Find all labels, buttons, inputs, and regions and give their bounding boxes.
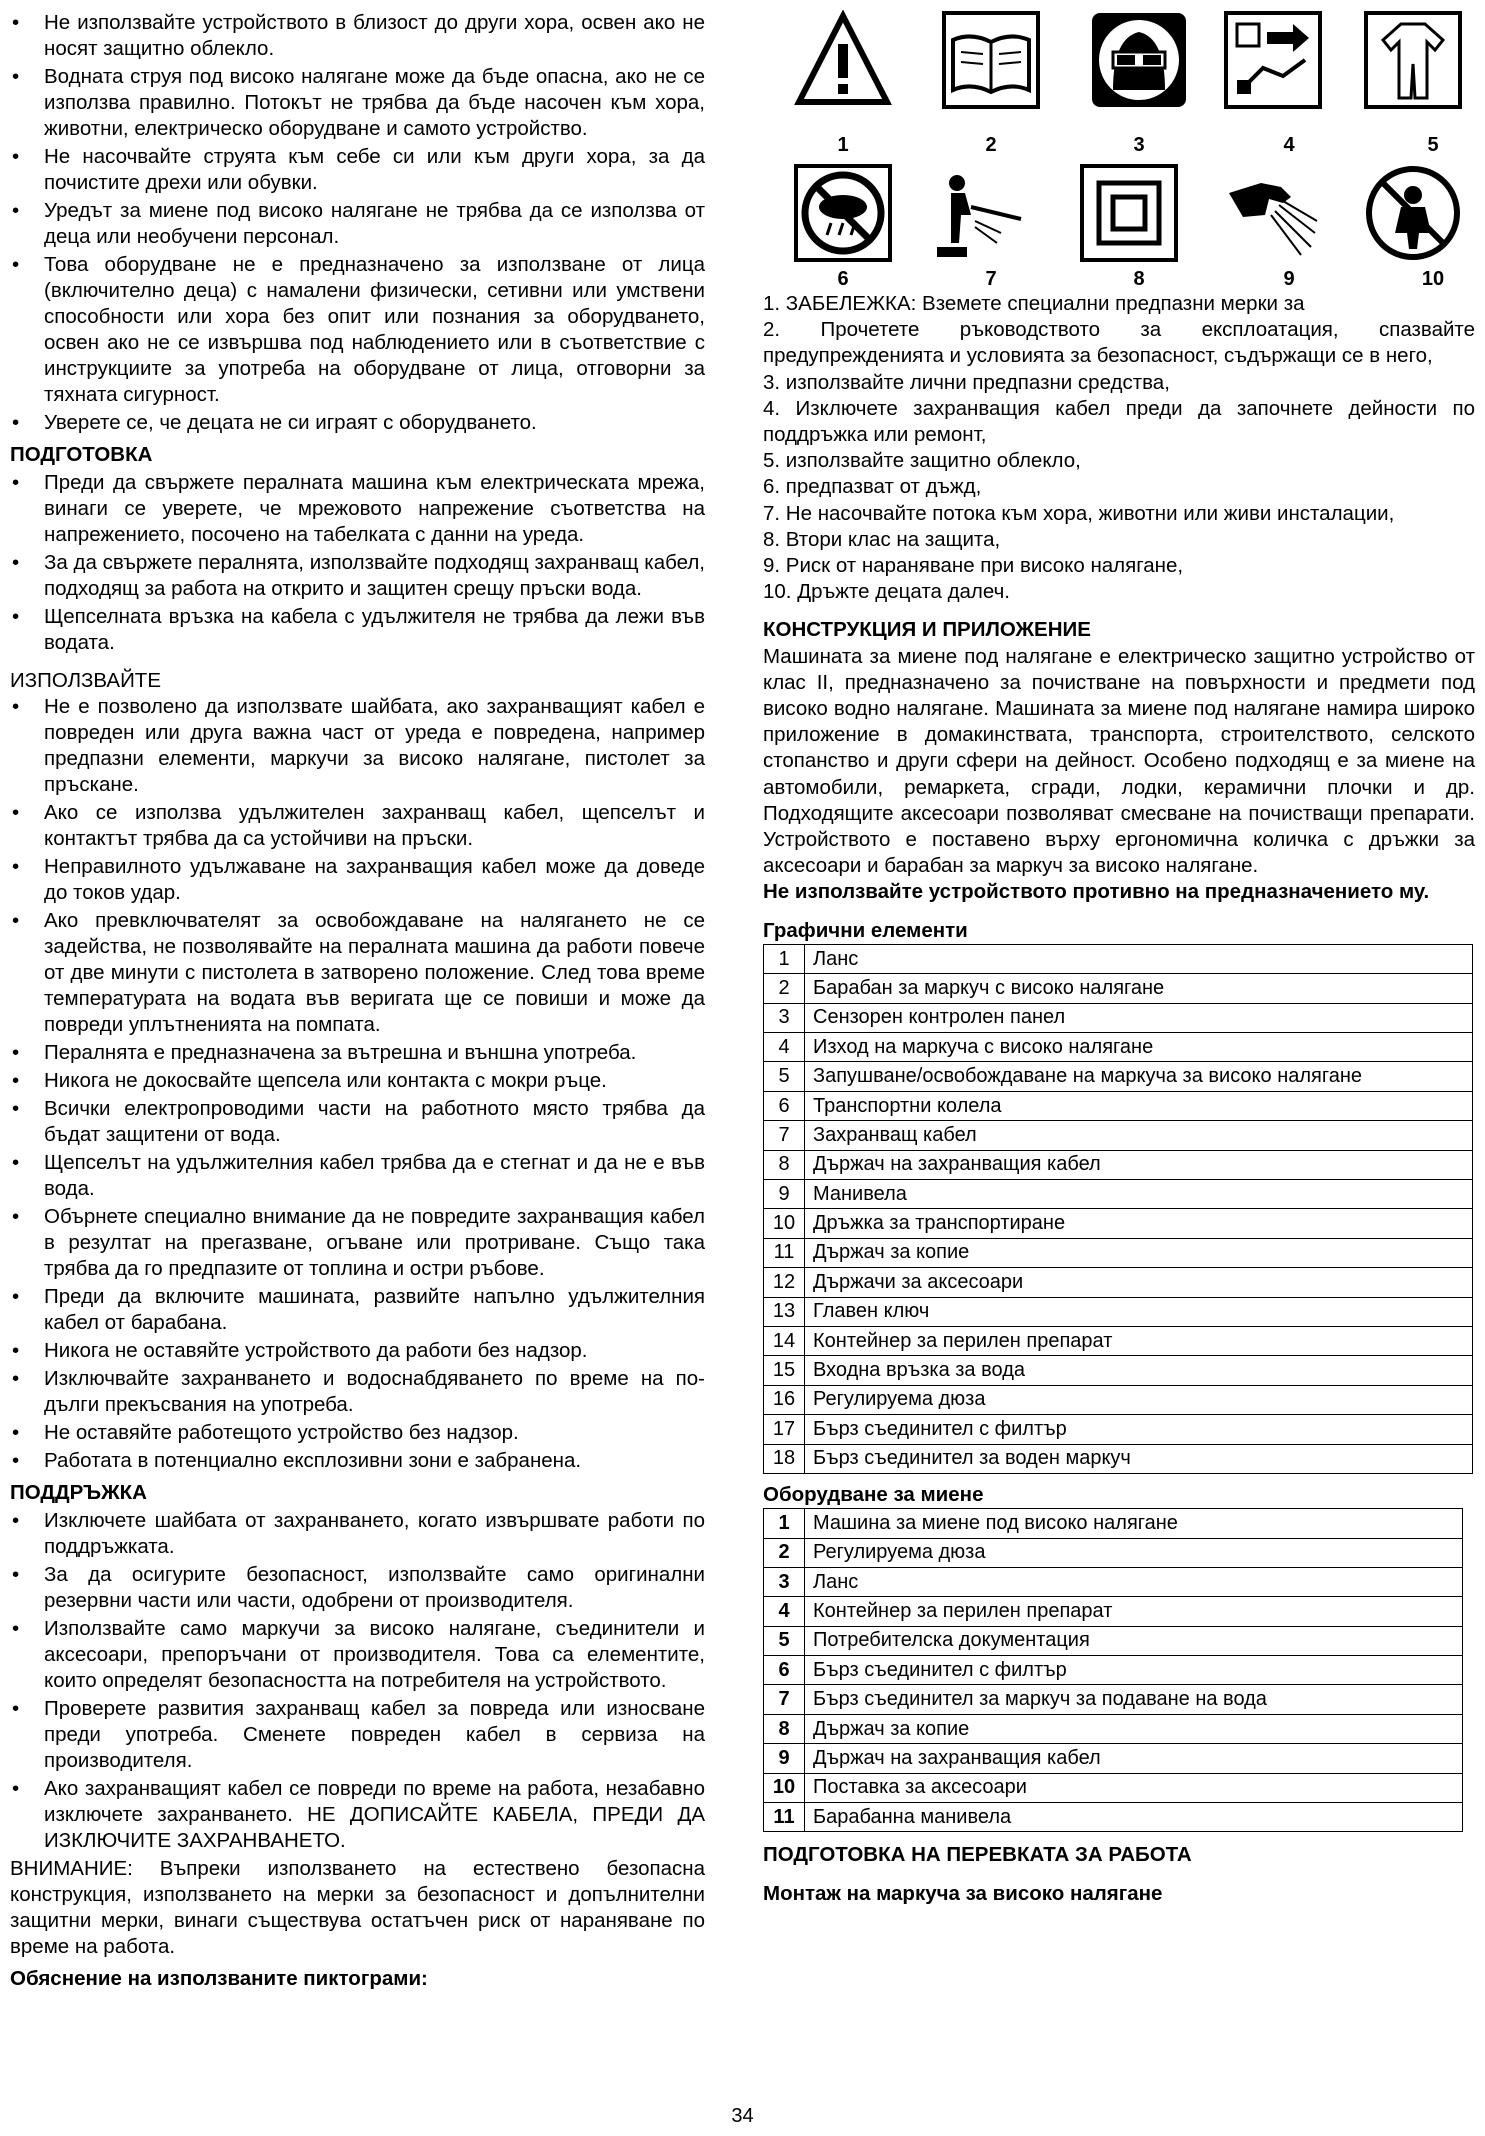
row-label: Барабанна манивела xyxy=(805,1803,1463,1832)
caption-line: 7. Не насочвайте потока към хора, животни или живи инсталации, xyxy=(763,501,1395,525)
section-title-preparation: ПОДГОТОВКА xyxy=(10,443,153,466)
table-row xyxy=(764,1385,1473,1414)
list-item: • Използвайте само маркучи за високо налягане, съединители и аксесоари, препоръчани от производителя. Това са елементите, които определят безопасността на потребителя на устройството. xyxy=(10,1616,705,1694)
row-number: 13 xyxy=(764,1297,805,1326)
pictogram-number: 5 xyxy=(1427,134,1439,156)
list-item: • Пералнята е предназначена за вътрешна и външна употреба. xyxy=(10,1040,705,1066)
row-label: Барабан за маркуч с високо налягане xyxy=(805,974,1473,1003)
row-number: 2 xyxy=(764,974,805,1003)
caption-line: 8. Втори клас на защита, xyxy=(763,527,1001,551)
row-label: Ланс xyxy=(805,1567,1463,1596)
row-label: Запушване/освобождаване на маркуча за високо налягане xyxy=(805,1062,1473,1091)
table-row xyxy=(764,1538,1463,1567)
section-title-use: ИЗПОЛЗВАЙТЕ xyxy=(10,669,161,692)
row-number: 17 xyxy=(764,1415,805,1444)
row-number: 5 xyxy=(764,1062,805,1091)
row-label: Транспортни колела xyxy=(805,1091,1473,1120)
list-item: • За да свържете пералнята, използвайте подходящ захранващ кабел, подходящ за работа на открито и защитен срещу пръски вода. xyxy=(10,550,705,602)
table-row xyxy=(764,1685,1463,1714)
row-number: 8 xyxy=(764,1714,805,1743)
prep-bullets xyxy=(10,470,705,656)
row-number: 1 xyxy=(764,1509,805,1538)
row-number: 4 xyxy=(764,1597,805,1626)
row-number: 4 xyxy=(764,1033,805,1062)
row-label: Манивела xyxy=(805,1180,1473,1209)
row-label: Бърз съединител за маркуч за подаване на вода xyxy=(805,1685,1463,1714)
safety-goggles-icon xyxy=(1089,10,1189,110)
caption-line: 5. използвайте защитно облекло, xyxy=(763,449,1081,473)
table-row xyxy=(764,1444,1473,1473)
list-item: • Всички електропроводими части на работното място трябва да бъдат защитени от вода. xyxy=(10,1096,705,1148)
table-row xyxy=(764,1656,1463,1685)
left-column xyxy=(10,10,705,1992)
row-number: 1 xyxy=(764,944,805,973)
row-number: 11 xyxy=(764,1238,805,1267)
list-item: • Не оставяйте работещото устройство без надзор. xyxy=(10,1420,705,1446)
row-label: Контейнер за перилен препарат xyxy=(805,1597,1463,1626)
intro-bullets xyxy=(10,10,705,436)
protective-suit-icon xyxy=(1363,10,1463,110)
section-title-maintenance: ПОДДРЪЖКА xyxy=(10,1481,147,1504)
equipment-title: Оборудване за миене xyxy=(763,1482,984,1506)
list-item: • Неправилното удължаване на захранващия кабел може да доведе до токов удар. xyxy=(10,854,705,906)
row-label: Главен ключ xyxy=(805,1297,1473,1326)
use-bullets xyxy=(10,694,705,1474)
table-row xyxy=(764,944,1473,973)
caption-line: 1. ЗАБЕЛЕЖКА: Вземете специални предпазни мерки за xyxy=(763,292,1305,315)
table-row xyxy=(764,1297,1473,1326)
caption-line: 6. предпазват от дъжд, xyxy=(763,475,982,499)
pictogram-number: 8 xyxy=(1133,268,1145,290)
manual-book-icon xyxy=(941,10,1041,110)
pictogram-number: 3 xyxy=(1133,134,1145,156)
list-item: • Уредът за миене под високо налягане не трябва да се използва от деца или необучени персонал. xyxy=(10,198,705,250)
table-row xyxy=(764,1626,1463,1655)
table-row xyxy=(764,1003,1473,1032)
row-label: Бърз съединител за воден маркуч xyxy=(805,1444,1473,1473)
row-label: Машина за миене под високо налягане xyxy=(805,1509,1463,1538)
table-row xyxy=(764,1326,1473,1355)
row-number: 14 xyxy=(764,1326,805,1355)
row-label: Държач на захранващия кабел xyxy=(805,1150,1473,1179)
row-number: 7 xyxy=(764,1121,805,1150)
table-row xyxy=(764,1121,1473,1150)
pictogram-number: 9 xyxy=(1283,268,1295,290)
list-item: • Никога не оставяйте устройството да работи без надзор. xyxy=(10,1338,705,1364)
table-row xyxy=(764,1356,1473,1385)
row-label: Регулируема дюза xyxy=(805,1385,1473,1414)
row-label: Държач на захранващия кабел xyxy=(805,1744,1463,1773)
hose-title: Монтаж на маркуча за високо налягане xyxy=(763,1881,1163,1905)
row-label: Бърз съединител с филтър xyxy=(805,1656,1463,1685)
no-children-icon xyxy=(1363,163,1463,263)
list-item: • Не насочвайте струята към себе си или към други хора, за да почистите дрехи или обувки. xyxy=(10,144,705,196)
right-column xyxy=(763,8,1475,1907)
list-item: • Обърнете специално внимание да не повредите захранващия кабел в резултат на прегазване, огъване или протриване. Също така трябва да го предпазите от топлина и остри ръбове. xyxy=(10,1204,705,1282)
class-ii-double-square-icon xyxy=(1079,163,1179,263)
list-item: • Уверете се, че децата не си играят с оборудването. xyxy=(10,410,705,436)
row-label: Контейнер за перилен препарат xyxy=(805,1326,1473,1355)
row-number: 3 xyxy=(764,1003,805,1032)
caption-line: 4. Изключете захранващия кабел преди да започнете дейности по поддръжка или ремонт, xyxy=(763,396,1475,447)
list-item: • Работата в потенциално експлозивни зони е забранена. xyxy=(10,1448,705,1474)
table-row xyxy=(764,1062,1473,1091)
row-label: Регулируема дюза xyxy=(805,1538,1463,1567)
pictogram-number: 1 xyxy=(837,134,849,156)
list-item: • Ако се използва удължителен захранващ кабел, щепселът и контактът трябва да са устойчиви на пръски. xyxy=(10,800,705,852)
pictogram-number: 10 xyxy=(1421,268,1445,290)
pictogram-number: 7 xyxy=(985,268,997,290)
water-jet-hazard-icon xyxy=(931,163,1031,263)
row-label: Държач за копие xyxy=(805,1238,1473,1267)
list-item: • Преди да включите машината, развийте напълно удължителния кабел от барабана. xyxy=(10,1284,705,1336)
row-number: 8 xyxy=(764,1150,805,1179)
row-number: 9 xyxy=(764,1180,805,1209)
row-label: Поставка за аксесоари xyxy=(805,1773,1463,1802)
table-row xyxy=(764,1567,1463,1596)
list-item: • Ако захранващият кабел се повреди по време на работа, незабавно изключете захранването. НЕ ДОПИСАЙТЕ КАБЕЛА, ПРЕДИ ДА ИЗКЛЮЧИТЕ ЗАХРАНВАНЕТО. xyxy=(10,1776,705,1854)
row-label: Държач за копие xyxy=(805,1714,1463,1743)
list-item: • Не е позволено да използвате шайбата, ако захранващият кабел е повреден или друга важна част от уреда е повредена, например предпазни елементи, маркучи за високо налягане, пистолет за пръскане. xyxy=(10,694,705,798)
row-number: 6 xyxy=(764,1091,805,1120)
row-label: Държачи за аксесоари xyxy=(805,1268,1473,1297)
row-label: Бърз съединител с филтър xyxy=(805,1415,1473,1444)
row-number: 18 xyxy=(764,1444,805,1473)
hand-injury-icon xyxy=(1221,163,1321,263)
row-number: 3 xyxy=(764,1567,805,1596)
table-row xyxy=(764,1597,1463,1626)
maint-bullets xyxy=(10,1508,705,1854)
table-row xyxy=(764,1415,1473,1444)
prep-work-title: ПОДГОТОВКА НА ПЕРЕВКАТА ЗА РАБОТА xyxy=(763,1843,1192,1867)
construction-text: Машината за миене под налягане е електрическо защитно устройство от клас II, предназначено за почистване на повърхности и предмети под високо водно налягане. Машината за миене под налягане намира широко приложение в домакинствата, транспорта, строителството, селското стопанство и други сфери на дейност. Особено подходящ е за миене на автомобили, ремаркета, сгради, лодки, керамични плочки и др. Подходящите аксесоари позволяват смесване на почистващи препарати. Устройството е поставено върху ергономична количка с дръжки за аксесоари и барабан за маркуч за високо налягане. xyxy=(763,644,1475,878)
row-label: Ланс xyxy=(805,944,1473,973)
pictogram-number: 2 xyxy=(985,134,997,156)
table-row xyxy=(764,1150,1473,1179)
pictogram-number: 6 xyxy=(837,268,849,290)
table-row xyxy=(764,1509,1463,1538)
row-number: 16 xyxy=(764,1385,805,1414)
pictogram-captions xyxy=(763,291,1475,605)
row-number: 2 xyxy=(764,1538,805,1567)
list-item: • За да осигурите безопасност, използвайте само оригинални резервни части или части, одобрени от производителя. xyxy=(10,1562,705,1614)
row-label: Входна връзка за вода xyxy=(805,1356,1473,1385)
table-row xyxy=(764,1033,1473,1062)
row-number: 12 xyxy=(764,1268,805,1297)
list-item: • Ако превключвателят за освобождаване на налягането не се задейства, не позволявайте на пералната машина да работи повече от две минути с пистолета в затворено положение. След това време температурата на водата във веригата ще се повиши и може да повреди уплътненията на помпата. xyxy=(10,908,705,1038)
page-number: 34 xyxy=(731,2105,754,2127)
pictogram-number: 4 xyxy=(1283,134,1295,156)
caption-line: 10. Дръжте децата далеч. xyxy=(763,580,1010,604)
table-row xyxy=(764,1209,1473,1238)
list-item: • Щепселната връзка на кабела с удължителя не трябва да лежи във водата. xyxy=(10,604,705,656)
construction-title: КОНСТРУКЦИЯ И ПРИЛОЖЕНИЕ xyxy=(763,618,1091,642)
caption-line: 9. Риск от нараняване при високо налягане, xyxy=(763,554,1184,578)
graphics-title: Графични елементи xyxy=(763,918,968,942)
row-label: Дръжка за транспортиране xyxy=(805,1209,1473,1238)
row-number: 15 xyxy=(764,1356,805,1385)
list-item: • Щепселът на удължителния кабел трябва да е стегнат и да не е във вода. xyxy=(10,1150,705,1202)
row-label: Потребителска документация xyxy=(805,1626,1463,1655)
graphics-table xyxy=(763,944,1473,1474)
table-row xyxy=(764,1091,1473,1120)
warning-triangle-icon xyxy=(793,10,893,110)
construction-warning: Не използвайте устройството противно на предназначението му. xyxy=(763,880,1430,904)
row-label: Изход на маркуча с високо налягане xyxy=(805,1033,1473,1062)
list-item: • Това оборудване не е предназначено за използване от лица (включително деца) с намалени физически, сетивни или умствени способности или хора без опит или познания за оборудването, освен ако не се извършва под наблюдението или в съответствие с инструкциите за употреба на оборудване от лица, отговорни за тяхната сигурност. xyxy=(10,252,705,408)
caption-line: 3. използвайте лични предпазни средства, xyxy=(763,370,1170,394)
row-number: 10 xyxy=(764,1209,805,1238)
table-row xyxy=(764,1238,1473,1267)
list-item: • Не използвайте устройството в близост до други хора, освен ако не носят защитно облекло. xyxy=(10,10,705,62)
table-row xyxy=(764,1268,1473,1297)
row-number: 7 xyxy=(764,1685,805,1714)
row-number: 9 xyxy=(764,1744,805,1773)
caption-line: 2. Прочетете ръководството за експлоатация, спазвайте предупрежденията и условията за безопасност, съдържащи се в него, xyxy=(763,318,1475,368)
row-number: 6 xyxy=(764,1656,805,1685)
list-item: • Изключете шайбата от захранването, когато извършвате работи по поддръжката. xyxy=(10,1508,705,1560)
warning-paragraph: ВНИМАНИЕ: Въпреки използването на естествено безопасна конструкция, използването на мерки за безопасност и допълнителни защитни мерки, винаги съществува остатъчен риск от нараняване по време на работа. xyxy=(10,1857,705,1958)
row-number: 10 xyxy=(764,1773,805,1802)
list-item: • Изключвайте захранването и водоснабдяването по време на по-дълги прекъсвания на употреба. xyxy=(10,1366,705,1418)
table-row xyxy=(764,1744,1463,1773)
row-number: 11 xyxy=(764,1803,805,1832)
table-row xyxy=(764,1180,1473,1209)
row-number: 5 xyxy=(764,1626,805,1655)
table-row xyxy=(764,1803,1463,1832)
list-item: • Проверете развития захранващ кабел за повреда или износване преди употреба. Сменете повреден кабел в сервиза на производителя. xyxy=(10,1696,705,1774)
pictogram-grid xyxy=(763,8,1475,291)
table-row xyxy=(764,974,1473,1003)
list-item: • Водната струя под високо налягане може да бъде опасна, ако не се използва правилно. Потокът не трябва да бъде насочен към хора, животни, електрическо оборудване и самото устройство. xyxy=(10,64,705,142)
table-row xyxy=(764,1773,1463,1802)
row-label: Сензорен контролен панел xyxy=(805,1003,1473,1032)
row-label: Захранващ кабел xyxy=(805,1121,1473,1150)
equipment-table xyxy=(763,1508,1463,1832)
pictograms-title: Обяснение на използваните пиктограми: xyxy=(10,1967,428,1990)
table-row xyxy=(764,1714,1463,1743)
unplug-cable-icon xyxy=(1223,10,1323,110)
list-item: • Никога не докосвайте щепсела или контакта с мокри ръце. xyxy=(10,1068,705,1094)
no-rain-icon xyxy=(793,163,893,263)
list-item: • Преди да свържете пералната машина към електрическата мрежа, винаги се уверете, че мрежовото напрежение съответства на напрежението, посочено на табелката с данни на уреда. xyxy=(10,470,705,548)
